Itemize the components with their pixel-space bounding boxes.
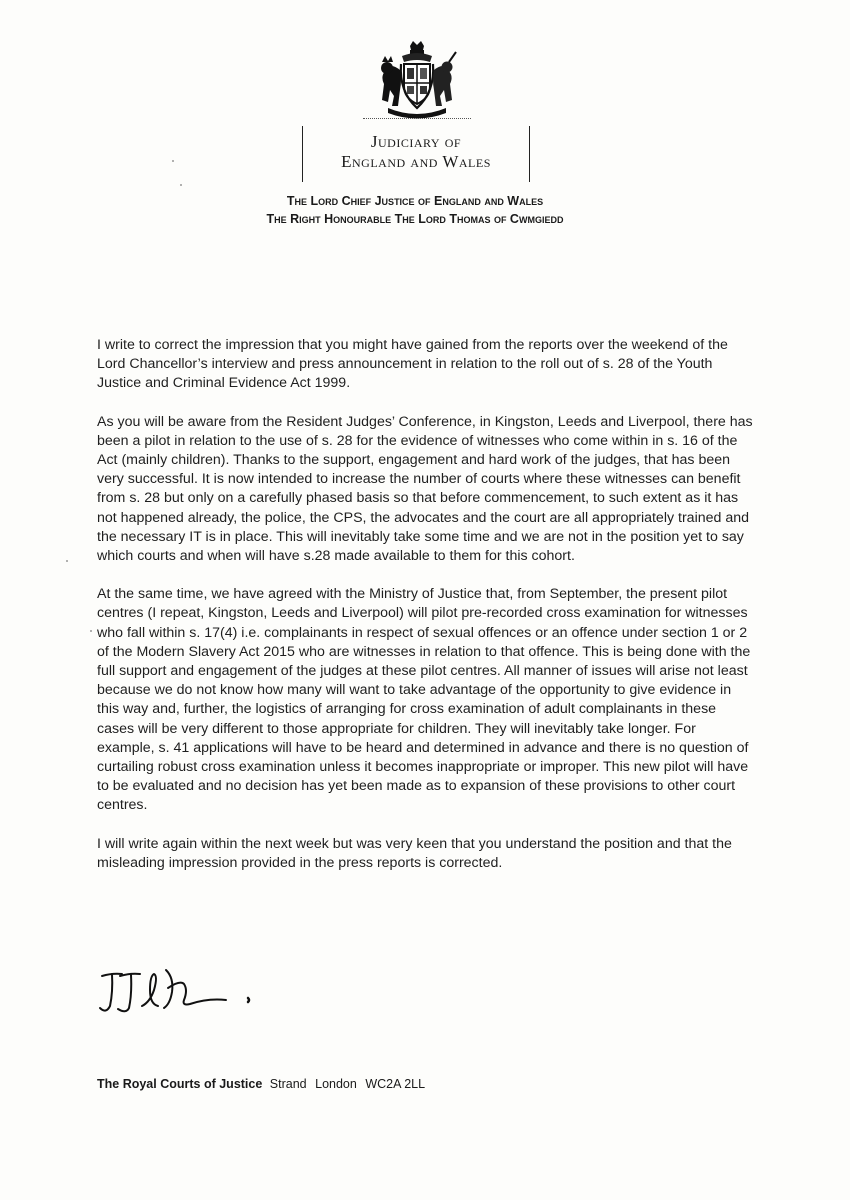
scan-speck bbox=[172, 160, 174, 162]
judiciary-letterhead bbox=[302, 126, 530, 182]
letter-body bbox=[97, 336, 757, 892]
royal-coat-of-arms-icon bbox=[372, 40, 462, 122]
letter-footer bbox=[97, 1077, 430, 1091]
paragraph: I write to correct the impression that you might have gained from the reports over the weekend of the Lord Chancellor’s interview and press announcement in relation to the roll out of s. 28 of the Youth Justice and Criminal Evidence Act 1999. bbox=[97, 337, 728, 392]
paragraph: As you will be aware from the Resident Judges’ Conference, in Kingston, Leeds and Liverpool, there has been a pilot in relation to the use of s. 28 for the evidence of witnesses who come within in s. 16 of the Act (mainly children). Thanks to the support, engagement and hard work of the judges, that has been very successful. It is now intended to increase the number of courts where these witnesses can benefit from s. 28 but only on a carefully phased basis so that before commencement, to such extent as it has not happened already, the police, the CPS, the advocates and the court are all appropriately trained and the necessary IT is in place. This will inevitably take some time and we are not in the position yet to say which courts and when will have s.28 made available to them for this cohort. bbox=[97, 413, 753, 565]
sender-name: The Right Honourable The Lord Thomas of Cwmgiedd bbox=[266, 212, 564, 226]
paragraph: At the same time, we have agreed with the Ministry of Justice that, from September, the present pilot centres (I repeat, Kingston, Leeds and Liverpool) will pilot pre-recorded cross examination for witnesses who fall within s. 17(4) i.e. complainants in respect of sexual offences or an offence under section 1 or 2 of the Modern Slavery Act 2015 who are witnesses in relation to that offence. This is being done with the full support and engagement of the judges at these pilot centres. All manner of issues will arise not least because we do not know how many will want to take advantage of the opportunity to give evidence in this way and, further, the logistics of arranging for cross examination of adult complainants in these cases will be very different to those appropriate for children. They will inevitably take longer. For example, s. 41 applications will have to be heard and determined in advance and there is no question of curtailing robust cross examination unless it becomes inappropriate or improper. This new pilot will have to be evaluated and no decision has yet been made as to expansion of these provisions to other court centres. bbox=[97, 586, 751, 814]
scan-speck bbox=[180, 184, 182, 186]
judiciary-line2: England and Wales bbox=[341, 152, 491, 171]
sender-block bbox=[150, 192, 680, 228]
paragraph: I will write again within the next week but was very keen that you understand the position and that the misleading impression provided in the press reports is corrected. bbox=[97, 835, 732, 871]
scan-speck bbox=[66, 560, 68, 562]
footer-street: Strand bbox=[269, 1077, 307, 1091]
crest-dotted-rule bbox=[363, 118, 471, 119]
judiciary-line1: Judiciary of bbox=[370, 132, 462, 151]
sender-office: The Lord Chief Justice of England and Wales bbox=[286, 194, 544, 208]
scan-speck bbox=[90, 630, 92, 632]
handwritten-signature-icon bbox=[96, 962, 286, 1022]
footer-city: London bbox=[315, 1077, 357, 1091]
footer-postcode: WC2A 2LL bbox=[365, 1077, 426, 1091]
footer-organisation: The Royal Courts of Justice bbox=[97, 1077, 263, 1091]
